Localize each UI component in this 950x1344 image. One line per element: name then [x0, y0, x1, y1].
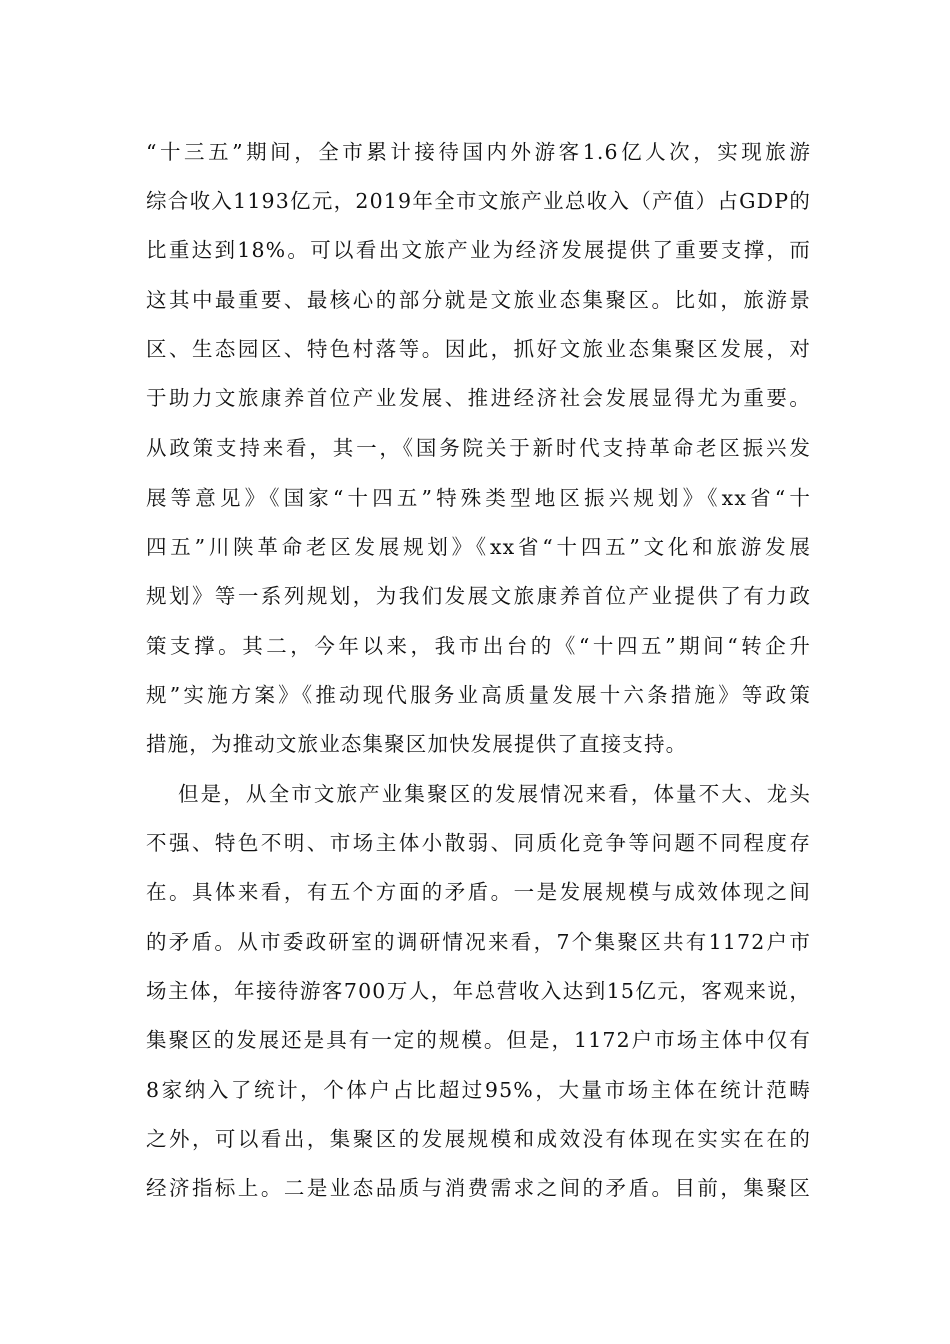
paragraph-first-line: 但是，从全市文旅产业集聚区的发展情况来看，体量不大、龙头 [178, 782, 811, 806]
text-line: 策支撑。其二，今年以来，我市出台的《“十四五”期间“转企升 [146, 634, 811, 658]
text-line: 这其中最重要、最核心的部分就是文旅业态集聚区。比如，旅游景 [146, 288, 811, 312]
text-line: 的矛盾。从市委政研室的调研情况来看，7个集聚区共有1172户市 [146, 930, 811, 954]
text-line: 8家纳入了统计，个体户占比超过95%，大量市场主体在统计范畴 [146, 1078, 811, 1102]
text-line: 从政策支持来看，其一，《国务院关于新时代支持革命老区振兴发 [146, 436, 811, 460]
text-line: 场主体，年接待游客700万人，年总营收入达到15亿元，客观来说， [146, 979, 811, 1003]
text-line: 规划》等一系列规划，为我们发展文旅康养首位产业提供了有力政 [146, 584, 811, 608]
text-line: 在。具体来看，有五个方面的矛盾。一是发展规模与成效体现之间 [146, 880, 811, 904]
text-line: 展等意见》《国家“十四五”特殊类型地区振兴规划》《xx省“十 [146, 486, 811, 510]
text-line: 四五”川陕革命老区发展规划》《xx省“十四五”文化和旅游发展 [146, 535, 811, 559]
text-line: 区、生态园区、特色村落等。因此，抓好文旅业态集聚区发展，对 [146, 337, 811, 361]
text-line: 措施，为推动文旅业态集聚区加快发展提供了直接支持。 [146, 732, 688, 756]
text-line: 综合收入1193亿元，2019年全市文旅产业总收入（产值）占GDP的 [146, 189, 811, 213]
text-line: 经济指标上。二是业态品质与消费需求之间的矛盾。目前，集聚区 [146, 1176, 811, 1200]
text-line: 不强、特色不明、市场主体小散弱、同质化竞争等问题不同程度存 [146, 831, 811, 855]
text-line: 规”实施方案》《推动现代服务业高质量发展十六条措施》等政策 [146, 683, 811, 707]
text-line: 集聚区的发展还是具有一定的规模。但是，1172户市场主体中仅有 [146, 1028, 811, 1052]
text-line: 于助力文旅康养首位产业发展、推进经济社会发展显得尤为重要。 [146, 386, 811, 410]
text-line: “十三五”期间，全市累计接待国内外游客1.6亿人次，实现旅游 [146, 140, 811, 164]
text-line: 之外，可以看出，集聚区的发展规模和成效没有体现在实实在在的 [146, 1127, 811, 1151]
text-line: 比重达到18%。可以看出文旅产业为经济发展提供了重要支撑，而 [146, 238, 811, 262]
